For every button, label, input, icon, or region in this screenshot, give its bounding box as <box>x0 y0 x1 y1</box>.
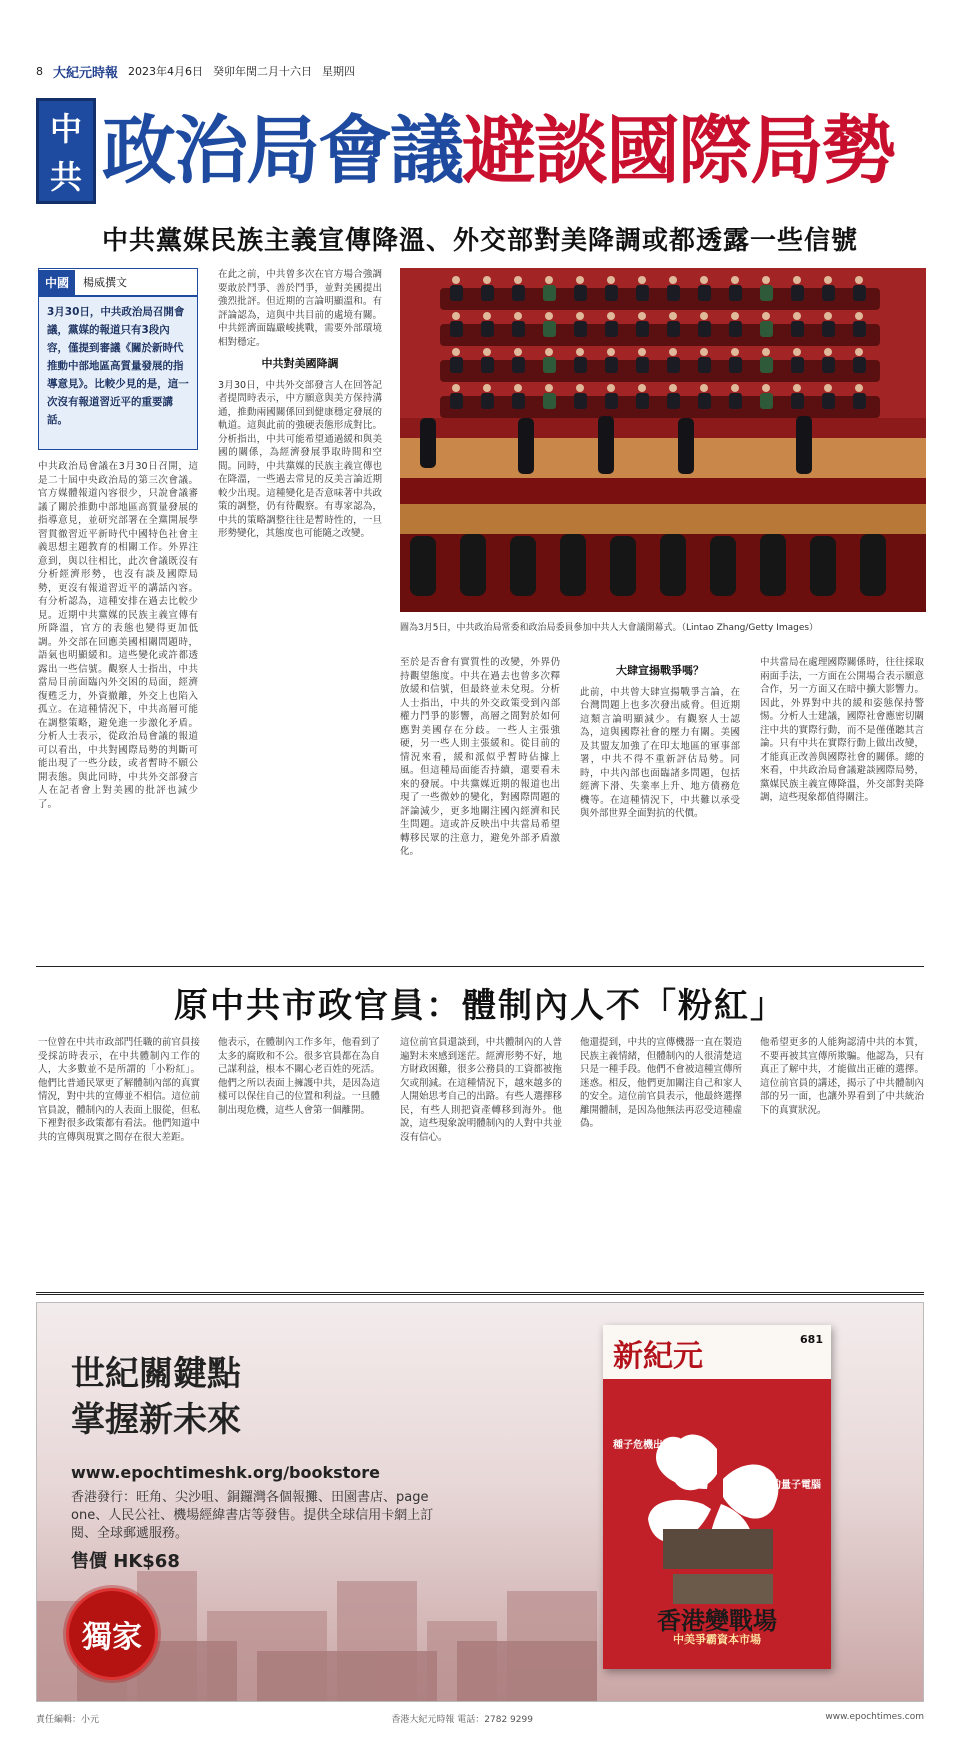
delegate-head <box>483 384 491 392</box>
article2-col5: 他希望更多的人能夠認清中共的本質，不要再被其宣傳所欺騙。他認為，只有真正了解中共，才能做出正確的選擇。這位前官員的講述，揭示了中共體制內部的另一面，也讓外界看到了中共統治下的真實狀況。 <box>760 1037 924 1116</box>
author: 楊威撰文 <box>83 276 128 289</box>
delegate-head <box>669 276 677 284</box>
issue-date: 2023年4月6日 <box>128 65 204 78</box>
delegate-body <box>760 357 773 373</box>
magazine-issue: 681 <box>800 1333 823 1346</box>
delegate-body <box>698 393 711 409</box>
magazine-title: 香港變戰場 <box>657 1606 777 1635</box>
delegate-head <box>855 276 863 284</box>
second-headline: 原中共市政官員：體制內人不「粉紅」 <box>174 986 786 1026</box>
delegate-body <box>450 393 463 409</box>
magazine-teaser-2: 國產的量子電腦 <box>751 1480 821 1491</box>
weekday: 星期四 <box>322 65 356 78</box>
delegate-body <box>822 357 835 373</box>
delegate-body <box>481 285 494 301</box>
delegate-head <box>824 312 832 320</box>
delegate-body <box>450 357 463 373</box>
delegate-head <box>700 312 708 320</box>
delegate-body <box>636 285 649 301</box>
ad-info: 香港發行：旺角、尖沙咀、銅鑼灣各個報攤、田園書店、page one、人民公社、機場經緯書店等發售。提供全球信用卡網上訂閱、全球郵遞服務。 <box>71 1490 434 1541</box>
delegate-head <box>545 276 553 284</box>
delegate-head <box>762 276 770 284</box>
delegate-body <box>822 285 835 301</box>
delegate-body <box>698 285 711 301</box>
article1-col1: 中共政治局會議在3月30日召開，這是二十屆中央政治局的第三次會議。官方媒體報道內容很少，只說會議審議了關於推動中部地區高質量發展的指導意見，並研究部署在全黨開展學習貫徹習近平新時代中國特色社會主義思想主題教育的相關工作。外界注意到，與以往相比，此次會議既沒有分析經濟形勢，也沒有談及國際局勢，更沒有報道習近平的講話內容。有分析認為，這種安排在過去比較少見。近期中共黨媒的民族主義宣傳有所降溫，官方的表態也變得更加低調。外交部在回應美國相關問題時，語氣也明顯緩和。這些變化或許都透露出一些信號。觀察人士指出，中共當局目前面臨內外交困的局面，經濟復甦乏力，外資撤離，外交上也陷入孤立。在這種情況下，中共高層可能在調整策略，避免進一步激化矛盾。分析人士表示，從政治局會議的報道可以看出，中共對國際局勢的判斷可能出現了一些分歧，或者暫時不願公開表態。與此同時，中共外交部發言人在記者會上對美國的批評也減少了。 <box>38 461 198 810</box>
section-divider <box>36 966 924 967</box>
article1-subhead-1: 中共對美國降調 <box>261 357 339 370</box>
magazine-subtitle: 中美爭霸資本市場 <box>673 1633 761 1646</box>
delegate-body <box>729 393 742 409</box>
delegate-head <box>607 276 615 284</box>
delegate-head <box>669 312 677 320</box>
exclusive-seal: 獨家 <box>69 1591 155 1677</box>
delegate-body <box>667 393 680 409</box>
delegate-head <box>824 348 832 356</box>
footer-right: www.epochtimes.com <box>825 1712 924 1722</box>
delegate-head <box>700 348 708 356</box>
delegate-body <box>574 393 587 409</box>
headline-blue: 政治局會議 <box>102 108 462 194</box>
article1-col4-text: 此前，中共曾大肆宣揚戰爭言論，在台灣問題上也多次發出威脅。但近期這類言論明顯減少。有觀察人士認為，這與國際社會的壓力有關。美國及其盟友加強了在印太地區的軍事部署，中共不得不重新評估局勢。同時，中共內部也面臨諸多問題，包括經濟下滑、失業率上升、地方債務危機等。在這種情況下，中共難以承受與外部世界全面對抗的代價。 <box>580 686 740 819</box>
article1-subhead-2: 大肆宣揚戰爭嗎？ <box>616 664 704 677</box>
delegate-head <box>514 312 522 320</box>
delegate-body <box>450 321 463 337</box>
article1-col3: 至於是否會有實質性的改變，外界仍持觀望態度。中共在過去也曾多次釋放緩和信號，但最終並未兌現。分析人士指出，中共的外交政策受到內部權力鬥爭的影響，高層之間對於如何應對美國存在分歧。一些人主張強硬，另一些人則主張緩和。從目前的情況來看，緩和派似乎暫時佔據上風。但這種局面能否持續，還要看未來的發展。中共黨媒近期的報道也出現了一些微妙的變化，對國際問題的評論減少，更多地關注國內經濟和民生問題。這或許反映出中共當局希望轉移民眾的注意力，避免外部矛盾激化。 <box>400 657 560 857</box>
delegate-head <box>793 384 801 392</box>
article2-col2: 他表示，在體制內工作多年，他看到了太多的腐敗和不公。很多官員都在為自己謀利益，根本不關心老百姓的死活。他們之所以表面上擁護中共，是因為這樣可以保住自己的位置和利益。一旦體制出現危機，這些人會第一個離開。 <box>218 1037 380 1116</box>
delegate-head <box>638 348 646 356</box>
delegate-body <box>574 321 587 337</box>
delegate-body <box>605 285 618 301</box>
delegate-head <box>576 276 584 284</box>
delegate-head <box>669 348 677 356</box>
section-tag: 中國 <box>39 270 75 295</box>
delegate-body <box>481 357 494 373</box>
delegate-body <box>760 285 773 301</box>
delegate-body <box>729 357 742 373</box>
delegate-head <box>576 384 584 392</box>
delegate-head <box>731 384 739 392</box>
delegate-head <box>731 312 739 320</box>
delegate-body <box>605 393 618 409</box>
congress-photo-illustration <box>400 268 926 612</box>
delegate-body <box>450 285 463 301</box>
article2-col3: 這位前官員還談到，中共體制內的人普遍對未來感到迷茫。經濟形勢不好，地方財政困難，很多公務員的工資都被拖欠或削減。在這種情況下，越來越多的人開始思考自己的出路。有些人選擇移民，有些人則把資產轉移到海外。他說，這些現象說明體制內的人對中共並沒有信心。 <box>400 1037 562 1143</box>
magazine-header <box>603 1325 831 1379</box>
delegate-body <box>605 357 618 373</box>
ad-title: 世紀關鍵點 掌握新未來 <box>71 1354 241 1440</box>
delegate-body <box>512 321 525 337</box>
delegate-body <box>636 357 649 373</box>
delegate-body <box>543 285 556 301</box>
article1-col2-text: 在此之前，中共曾多次在官方場合強調要敢於鬥爭、善於鬥爭，並對美國提出強烈批評。但近期的言論明顯溫和。有評論認為，這與中共目前的處境有關。中共經濟面臨嚴峻挑戰，需要外部環境相對穩定。 <box>218 269 382 348</box>
delegate-body <box>512 285 525 301</box>
delegate-head <box>607 312 615 320</box>
delegate-head <box>452 384 460 392</box>
delegate-head <box>793 276 801 284</box>
delegate-head <box>762 348 770 356</box>
delegate-body <box>512 393 525 409</box>
delegate-body <box>543 321 556 337</box>
delegate-head <box>855 312 863 320</box>
summary-box <box>38 268 198 450</box>
ad-divider <box>36 1292 924 1295</box>
headline-red: 避談國際局勢 <box>462 108 894 194</box>
delegate-body <box>481 393 494 409</box>
delegate-head <box>731 348 739 356</box>
article1-col2-text-b: 3月30日，中共外交部發言人在回答記者提問時表示，中方願意與美方保持溝通，推動兩國關係回到健康穩定發展的軌道。這與此前的強硬表態形成對比。分析指出，中共可能希望通過緩和與美國的關係，為經濟發展爭取時間和空間。同時，中共黨媒的民族主義宣傳也在降溫，一些過去常見的反美言論近期較少出現。這種變化是否意味著中共政策的調整，仍有待觀察。有專家認為，中共的策略調整往往是暫時性的，一旦形勢變化，其態度也可能隨之改變。 <box>218 379 382 539</box>
delegate-head <box>545 384 553 392</box>
delegate-body <box>667 285 680 301</box>
delegate-head <box>576 348 584 356</box>
delegate-body <box>791 393 804 409</box>
article2-col1: 一位曾在中共市政部門任職的前官員接受採訪時表示，在中共體制內工作的人，大多數並不是所謂的「小粉紅」。他們比普通民眾更了解體制內部的真實情況，對中共的宣傳並不相信。這位前官員說，體制內的人表面上服從，但私下裡對很多政策都有看法。他們知道中共的宣傳與現實之間存在很大差距。 <box>38 1037 200 1143</box>
delegate-body <box>543 357 556 373</box>
article1-col5: 中共當局在處理國際關係時，往往採取兩面手法，一方面在公開場合表示願意合作，另一方面又在暗中擴大影響力。因此，外界對中共的緩和姿態保持警惕。分析人士建議，國際社會應密切關注中共的實際行動，而不是僅僅聽其言論。只有中共在實際行動上做出改變，才能真正改善與國際社會的關係。總的來看，中共政治局會議避談國際局勢，黨媒民族主義宣傳降溫，外交部對美降調，這些現象都值得關注。 <box>760 657 924 803</box>
delegate-body <box>760 393 773 409</box>
delegate-body <box>791 357 804 373</box>
ad-url-link[interactable]: www.epochtimeshk.org/bookstore <box>71 1463 381 1482</box>
delegate-head <box>824 276 832 284</box>
delegate-head <box>514 348 522 356</box>
delegate-body <box>667 357 680 373</box>
delegate-body <box>543 393 556 409</box>
delegate-body <box>791 285 804 301</box>
news-photo <box>400 268 926 612</box>
delegate-body <box>729 321 742 337</box>
delegate-head <box>607 384 615 392</box>
delegate-body <box>760 321 773 337</box>
article1-col4 <box>580 656 740 960</box>
delegate-body <box>636 393 649 409</box>
delegate-head <box>793 312 801 320</box>
delegate-body <box>853 357 866 373</box>
footer-left: 責任編輯：小元 <box>36 1715 100 1725</box>
footer-middle: 香港大紀元時報 電話：2782 9299 <box>391 1715 533 1725</box>
ad-price: 售價 HK$68 <box>71 1551 180 1572</box>
delegate-body <box>822 393 835 409</box>
article1-col2 <box>218 268 382 960</box>
page-footer <box>36 1712 924 1725</box>
delegate-head <box>514 384 522 392</box>
delegate-head <box>762 384 770 392</box>
article2-col4: 他還提到，中共的宣傳機器一直在製造民族主義情緒，但體制內的人很清楚這只是一種手段。他們不會被這種宣傳所迷惑。相反，他們更加關注自己和家人的安全。這位前官員表示，他最終選擇離開體制，是因為他無法再忍受這種虛偽。 <box>580 1037 742 1129</box>
delegate-head <box>824 384 832 392</box>
delegate-body <box>512 357 525 373</box>
delegate-body <box>853 321 866 337</box>
delegate-head <box>638 276 646 284</box>
delegate-body <box>574 357 587 373</box>
delegate-head <box>452 312 460 320</box>
delegate-body <box>667 321 680 337</box>
delegate-head <box>483 348 491 356</box>
delegate-head <box>607 348 615 356</box>
subheadline: 中共黨媒民族主義宣傳降溫、外交部對美降調或都透露一些信號 <box>101 226 858 256</box>
delegate-head <box>452 348 460 356</box>
delegate-head <box>700 276 708 284</box>
byline-bar <box>39 269 197 297</box>
delegate-body <box>636 321 649 337</box>
masthead <box>36 62 924 80</box>
delegate-body <box>481 321 494 337</box>
delegate-head <box>793 348 801 356</box>
headline-tag: 中共 <box>36 98 96 204</box>
main-headline <box>36 96 924 206</box>
delegate-head <box>638 384 646 392</box>
page-number: 8 <box>36 64 43 78</box>
headline-text <box>102 96 894 206</box>
delegate-body <box>853 285 866 301</box>
delegate-body <box>605 321 618 337</box>
delegate-body <box>791 321 804 337</box>
delegate-body <box>698 357 711 373</box>
delegate-head <box>638 312 646 320</box>
delegate-head <box>483 276 491 284</box>
delegate-body <box>853 393 866 409</box>
summary-text: 3月30日，中共政治局召開會議，黨媒的報道只有3段內容，僅提到審議《關於新時代推動中部地區高質量發展的指導意見》。比較少見的是，這一次沒有報道習近平的重要講話。 <box>47 306 189 426</box>
magazine-cover[interactable] <box>603 1325 831 1669</box>
magazine-name: 新紀元 <box>613 1339 703 1374</box>
delegate-head <box>514 276 522 284</box>
delegate-head <box>855 384 863 392</box>
delegate-head <box>855 348 863 356</box>
delegate-head <box>483 312 491 320</box>
delegate-body <box>822 321 835 337</box>
magazine-advertisement[interactable] <box>36 1302 924 1702</box>
delegate-head <box>731 276 739 284</box>
delegate-head <box>762 312 770 320</box>
delegate-body <box>574 285 587 301</box>
lunar-date: 癸卯年閏二月十六日 <box>213 65 313 78</box>
delegate-head <box>545 348 553 356</box>
delegate-body <box>698 321 711 337</box>
delegate-body <box>729 285 742 301</box>
delegate-head <box>700 384 708 392</box>
delegate-head <box>545 312 553 320</box>
delegate-head <box>576 312 584 320</box>
magazine-teaser-1: 種子危機出路 <box>613 1440 673 1451</box>
photo-caption: 圖為3月5日，中共政治局常委和政治局委員參加中共人大會議開幕式。（Lintao Zhang/Getty Images） <box>400 623 819 633</box>
delegate-head <box>452 276 460 284</box>
delegate-head <box>669 384 677 392</box>
paper-name: 大紀元時報 <box>53 65 119 81</box>
